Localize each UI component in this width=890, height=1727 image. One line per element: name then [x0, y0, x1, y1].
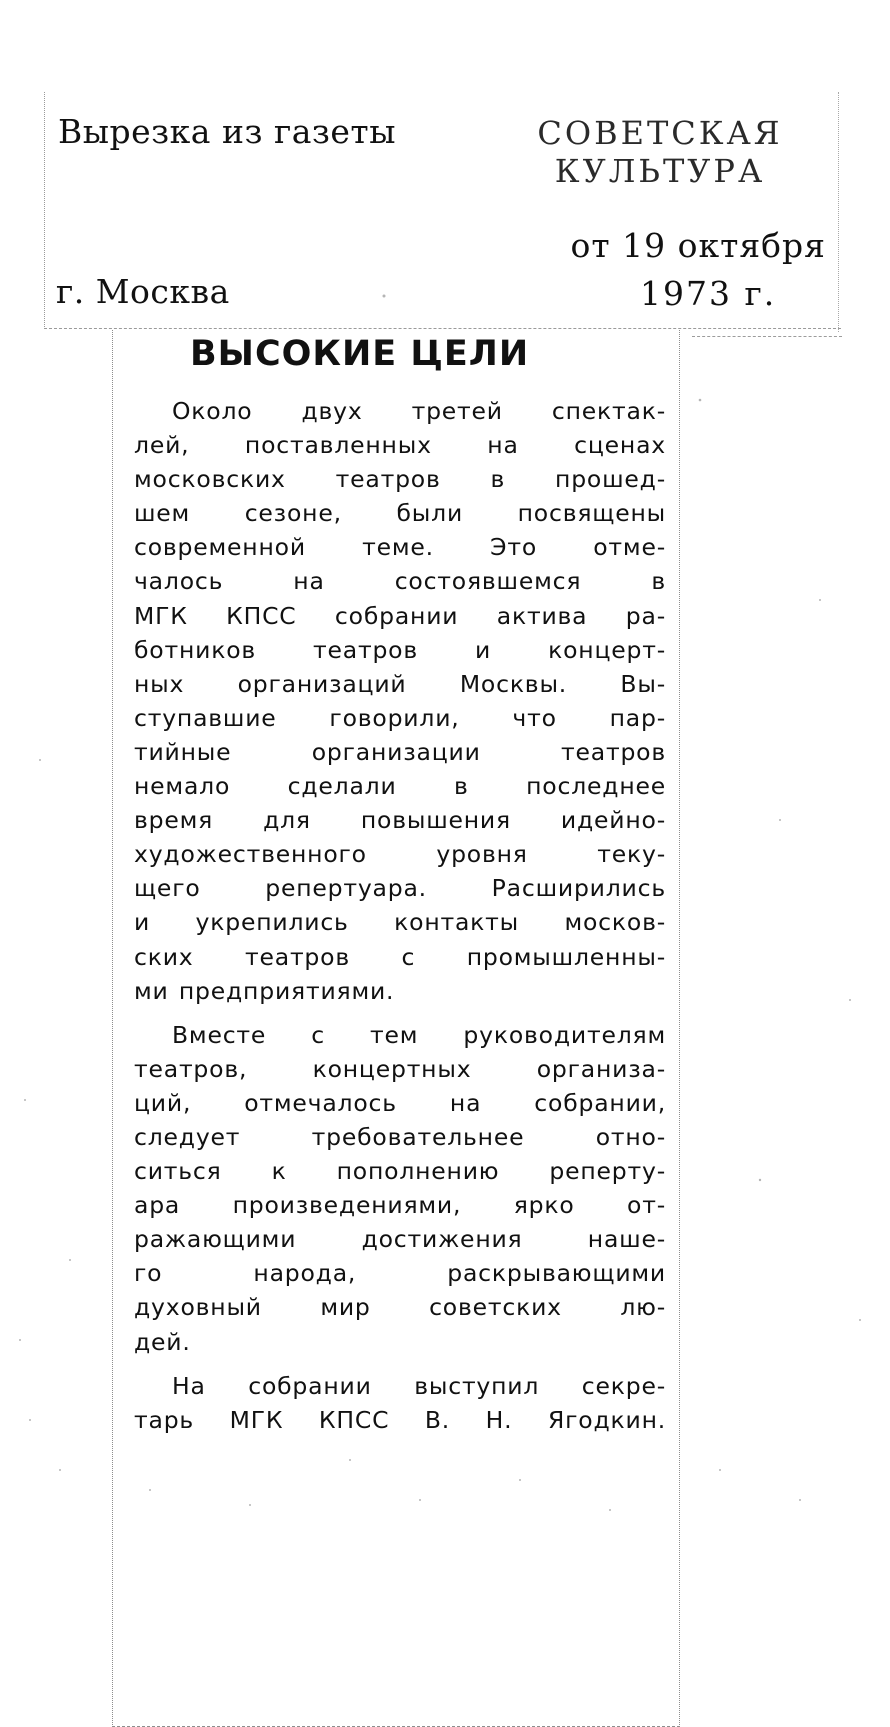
- text-line: театров, концертных организа-: [134, 1054, 666, 1083]
- text-line: ботников театров и концерт-: [134, 635, 666, 664]
- text-line: лей, поставленных на сценах: [134, 431, 666, 460]
- paragraph-gap: [134, 1008, 666, 1018]
- text-line: ских театров с промышленны-: [134, 942, 666, 971]
- text-line: и укрепились контакты москов-: [134, 908, 666, 937]
- text-line: современной теме. Это отме-: [134, 533, 666, 562]
- text-line: духовный мир советских лю-: [134, 1293, 666, 1322]
- article-paragraph: [134, 1369, 666, 1437]
- text-line: ций, отмечалось на собрании,: [134, 1088, 666, 1117]
- text-line: ситься к пополнению реперту-: [134, 1157, 666, 1186]
- paragraph-gap: [134, 1359, 666, 1369]
- text-line: МГК КПСС собрании актива ра-: [134, 601, 666, 630]
- text-line: дей.: [134, 1327, 191, 1356]
- text-line: тарь МГК КПСС В. Н. Ягодкин.: [134, 1405, 666, 1434]
- city-label: г. Москва: [56, 272, 230, 311]
- text-line: следует требовательнее отно-: [134, 1122, 666, 1151]
- text-line: ара произведениями, ярко от-: [134, 1191, 666, 1220]
- text-line: ных организаций Москвы. Вы-: [134, 669, 666, 698]
- text-line: немало сделали в последнее: [134, 772, 666, 801]
- text-line: художественного уровня теку-: [134, 840, 666, 869]
- issue-year: 1973 г.: [640, 274, 777, 313]
- clipping-label: Вырезка из газеты: [58, 112, 396, 151]
- text-line: тийные организации театров: [134, 737, 666, 766]
- text-line: На собрании выступил секре-: [172, 1371, 666, 1400]
- issue-date: от 19 октября: [570, 226, 826, 265]
- text-line: ражающими достижения наше-: [134, 1225, 666, 1254]
- text-line: ми предприятиями.: [134, 976, 395, 1005]
- text-line: ступавшие говорили, что пар-: [134, 703, 666, 732]
- text-line: щего репертуара. Расширились: [134, 874, 666, 903]
- article-paragraph: [134, 394, 666, 1008]
- cut-line: [692, 336, 842, 338]
- text-line: шем сезоне, были посвящены: [134, 499, 666, 528]
- text-line: го народа, раскрывающими: [134, 1259, 666, 1288]
- text-line: Около двух третей спектак-: [172, 397, 666, 425]
- article-title: ВЫСОКИЕ ЦЕЛИ: [190, 334, 530, 374]
- text-line: чалось на состоявшемся в: [134, 567, 666, 596]
- text-line: время для повышения идейно-: [134, 806, 666, 835]
- article-body: [134, 394, 666, 1437]
- text-line: Вместе с тем руководителям: [172, 1020, 666, 1049]
- text-line: московских театров в прошед-: [134, 465, 666, 494]
- clipping-header-right-rule: [838, 92, 840, 332]
- newspaper-name-line2: КУЛЬТУРА: [554, 152, 766, 190]
- newspaper-name-line1: СОВЕТСКАЯ: [537, 114, 783, 152]
- article-paragraph: [134, 1018, 666, 1359]
- newspaper-name: [510, 114, 810, 190]
